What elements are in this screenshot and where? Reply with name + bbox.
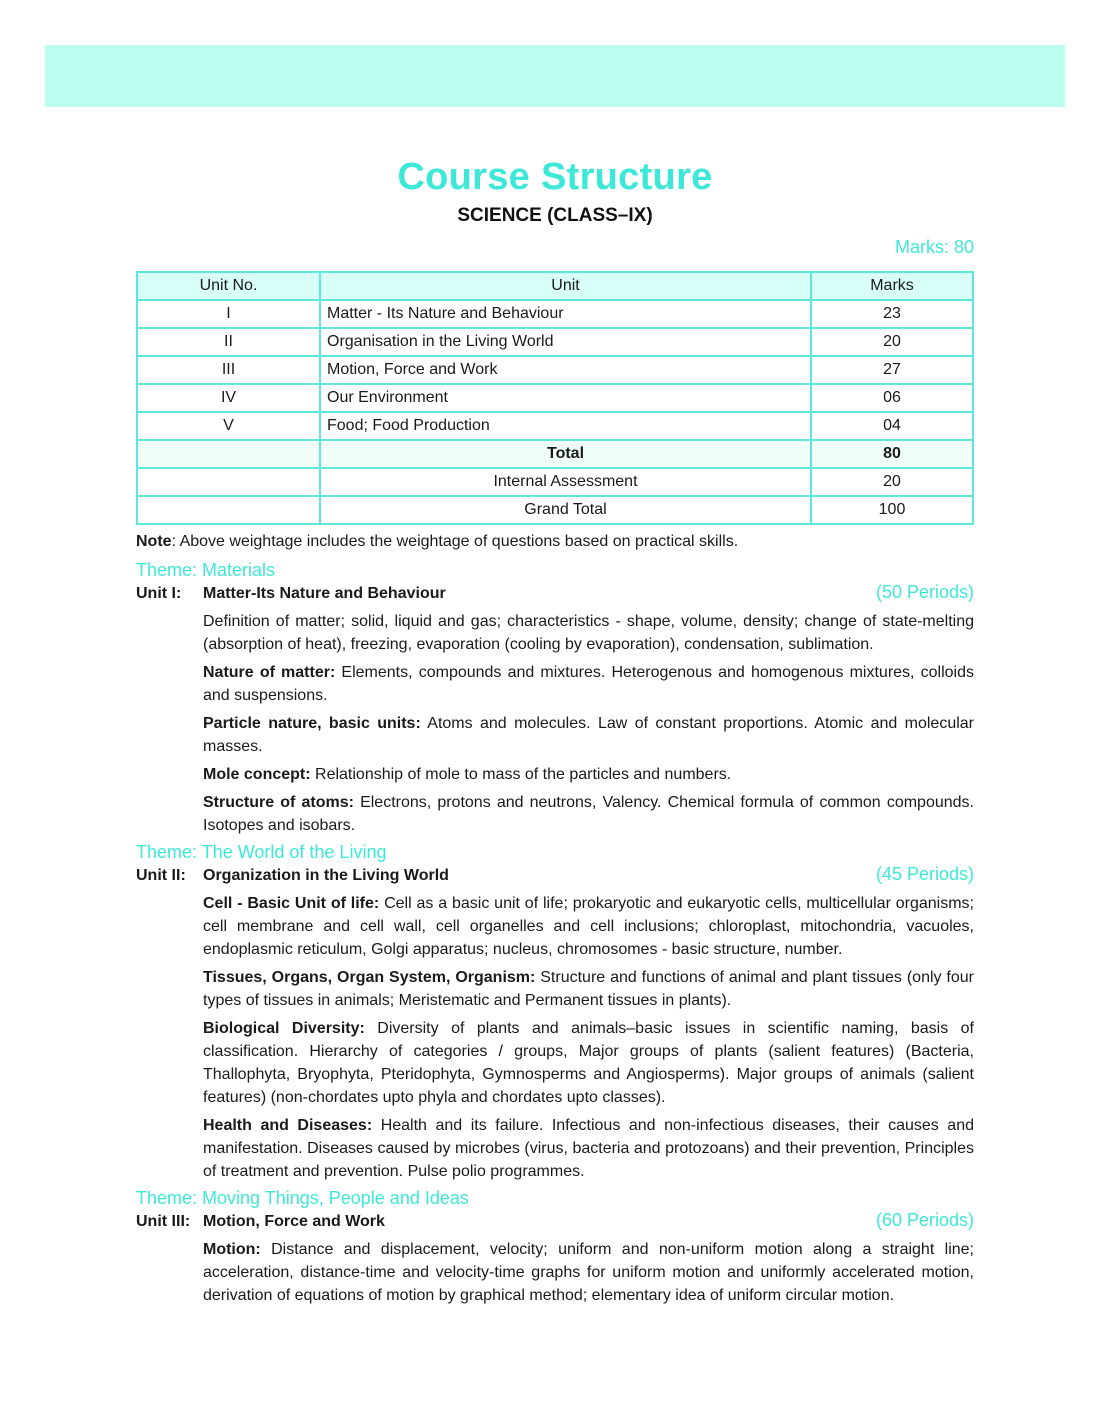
topic-text: Elements, compounds and mixtures. Heterogenous and homogenous mixtures, colloids and suspensions. [203,664,974,704]
total-label: Total [320,440,811,468]
topic-paragraph [203,1238,974,1307]
topic-label: Biological Diversity: [203,1020,365,1037]
cell-unit-no: I [137,300,320,328]
table-header-row [137,272,973,300]
topic-paragraph [203,791,974,837]
topic-paragraph [203,966,974,1012]
topic-label: Mole concept: [203,766,311,783]
internal-assessment-marks: 20 [811,468,973,496]
grand-total-row [137,496,973,524]
unit-title: Motion, Force and Work [203,1213,385,1230]
topic-label: Nature of matter: [203,664,336,681]
unit-periods: (50 Periods) [875,582,974,602]
header-band [45,45,1065,107]
unit-periods: (45 Periods) [875,864,974,884]
cell-unit-no: III [137,356,320,384]
cell-empty [137,496,320,524]
cell-marks: 06 [811,384,973,412]
table-row [137,384,973,412]
table-row [137,328,973,356]
cell-unit: Food; Food Production [320,412,811,440]
page-subtitle: SCIENCE (CLASS–IX) [457,205,653,226]
cell-unit-no: II [137,328,320,356]
topic-text: Relationship of mole to mass of the particles and numbers. [310,766,732,783]
column-header-marks: Marks [811,272,973,300]
grand-total-marks: 100 [811,496,973,524]
internal-assessment-label: Internal Assessment [320,468,811,496]
cell-empty [137,440,320,468]
topic-text: Structure and functions of animal and plant tissues (only four types of tissues in animals; Meristematic and Permanent tissues in plants). [203,969,975,1009]
internal-assessment-row [137,468,973,496]
topic-label: Cell - Basic Unit of life: [203,895,380,912]
table-row [137,412,973,440]
topic-paragraph [203,661,974,707]
cell-unit: Our Environment [320,384,811,412]
syllabus-content [136,530,974,1307]
topic-label: Structure of atoms: [203,794,354,811]
cell-marks: 23 [811,300,973,328]
grand-total-label: Grand Total [320,496,811,524]
topic-text: Diversity of plants and animals–basic issues in scientific naming, basis of classification. Hierarchy of categories / groups, Major groups of plants (salient features) (Bacteria, Thallophyta, Bryophyta, Pteridophyta, Gymnosperms and Angiosperms). Major groups of animals (salient features) (non-chordates upto phyla and chordates upto classes). [203,1020,974,1106]
section-materials [136,559,974,837]
note-label: Note [136,533,172,550]
topic-label: Tissues, Organs, Organ System, Organism: [203,969,536,986]
cell-unit: Organisation in the Living World [320,328,811,356]
cell-unit: Motion, Force and Work [320,356,811,384]
topic-label: Motion: [203,1241,261,1258]
cell-unit-no: V [137,412,320,440]
table-row [137,356,973,384]
unit-heading [136,863,974,887]
topic-paragraph [203,712,974,758]
topic-paragraph [203,763,974,786]
topic-text: Cell as a basic unit of life; prokaryotic and eukaryotic cells, multicellular organisms; cell membrane and cell wall, cell organelles and cell inclusions; chloroplast, mitochondria, vacuoles, endoplasmic reticulum, Golgi apparatus; nucleus, chromosomes - basic structure, number. [203,895,974,958]
topic-paragraph [203,1114,974,1183]
theme-heading: Theme: The World of the Living [136,842,387,862]
cell-marks: 20 [811,328,973,356]
cell-unit-no: IV [137,384,320,412]
page-title: Course Structure [397,156,713,198]
unit-number: Unit III: [136,1213,191,1230]
topic-paragraph [203,892,974,961]
topic-paragraph [203,1017,974,1109]
cell-empty [137,468,320,496]
unit-number: Unit I: [136,585,182,602]
table-row [137,300,973,328]
unit-title: Organization in the Living World [203,867,449,884]
total-row [137,440,973,468]
cell-marks: 27 [811,356,973,384]
column-header-unit-no: Unit No. [137,272,320,300]
topic-paragraph [203,610,974,656]
unit-heading [136,1209,974,1233]
unit-title: Matter-Its Nature and Behaviour [203,585,446,602]
unit-periods: (60 Periods) [875,1210,974,1230]
marks-table [136,271,974,525]
topic-text: Distance and displacement, velocity; uniform and non-uniform motion along a straight line; acceleration, distance-time and velocity-time graphs for uniform motion and uniformly accelerated motion, derivation of equations of motion by graphical method; elementary idea of uniform circular motion. [203,1241,974,1304]
note [136,530,974,553]
topic-label: Particle nature, basic units: [203,715,421,732]
unit-number: Unit II: [136,867,186,884]
total-marks: 80 [811,440,973,468]
cell-marks: 04 [811,412,973,440]
topic-text: Electrons, protons and neutrons, Valency. Chemical formula of common compounds. Isotopes and isobars. [203,794,974,834]
unit-heading [136,581,974,605]
topic-text: Definition of matter; solid, liquid and gas; characteristics - shape, volume, density; change of state-melting (absorption of heat), freezing, evaporation (cooling by evaporation), condensation, sublimation. [203,613,974,653]
total-marks-label: Marks: 80 [894,237,974,257]
topic-text: Health and its failure. Infectious and non-infectious diseases, their causes and manifestation. Diseases caused by microbes (virus, bacteria and protozoans) and their prevention, Principles of treatment and prevention. Pulse polio programmes. [203,1117,975,1180]
note-text: : Above weightage includes the weightage of questions based on practical skills. [171,533,739,550]
theme-heading: Theme: Moving Things, People and Ideas [136,1188,469,1208]
topic-label: Health and Diseases: [203,1117,373,1134]
theme-heading: Theme: Materials [136,560,276,580]
topic-text: Atoms and molecules. Law of constant proportions. Atomic and molecular masses. [203,715,975,755]
cell-unit: Matter - Its Nature and Behaviour [320,300,811,328]
section-world-of-living [136,841,974,1183]
section-moving-things [136,1187,974,1307]
column-header-unit: Unit [320,272,811,300]
